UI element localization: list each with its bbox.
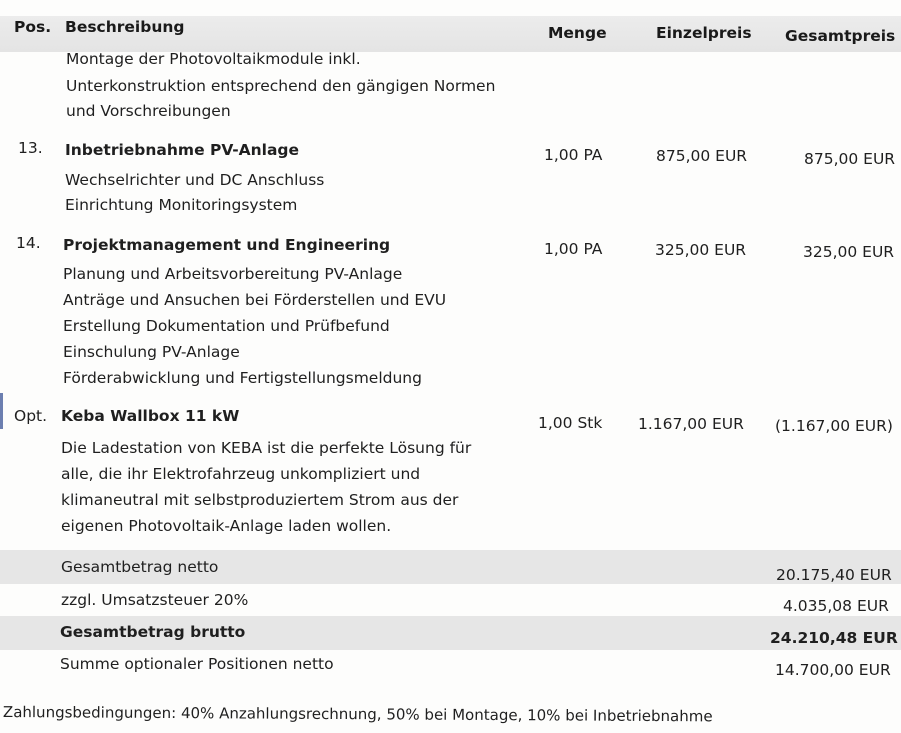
item-menge: 1,00 Stk bbox=[538, 414, 603, 432]
item-description-line: Die Ladestation von KEBA ist die perfekte Lösung für bbox=[61, 439, 472, 457]
brutto-value: 24.210,48 EUR bbox=[770, 629, 898, 647]
continued-description-line: Montage der Photovoltaikmodule inkl. bbox=[66, 50, 361, 68]
item-title: Keba Wallbox 11 kW bbox=[61, 407, 240, 425]
item-gesamtpreis: 325,00 EUR bbox=[803, 243, 895, 261]
item-description-line: Planung und Arbeitsvorbereitung PV-Anlage bbox=[63, 265, 403, 283]
brutto-label: Gesamtbetrag brutto bbox=[60, 623, 246, 641]
margin-marker bbox=[0, 393, 3, 429]
item-title: Projektmanagement und Engineering bbox=[63, 236, 391, 254]
item-einzelpreis: 325,00 EUR bbox=[655, 241, 747, 259]
optional-value: 14.700,00 EUR bbox=[775, 661, 891, 679]
header-gesamtpreis: Gesamtpreis bbox=[785, 27, 896, 45]
item-menge: 1,00 PA bbox=[544, 146, 603, 164]
header-menge: Menge bbox=[548, 24, 607, 42]
item-description-line: klimaneutral mit selbstproduziertem Strom aus der bbox=[61, 491, 459, 509]
item-description-line: eigenen Photovoltaik-Anlage laden wollen. bbox=[61, 517, 392, 535]
item-description-line: Einschulung PV-Anlage bbox=[63, 343, 240, 361]
continued-description-line: Unterkonstruktion entsprechend den gängigen Normen bbox=[66, 77, 496, 95]
item-description-line: Anträge und Ansuchen bei Förderstellen und EVU bbox=[63, 291, 447, 309]
item-gesamtpreis: 875,00 EUR bbox=[804, 150, 896, 168]
item-pos: 14. bbox=[16, 234, 41, 252]
item-description-line: alle, die ihr Elektrofahrzeug unkompliziert und bbox=[61, 465, 421, 483]
item-pos: Opt. bbox=[14, 407, 48, 425]
continued-description-line: und Vorschreibungen bbox=[66, 102, 231, 120]
header-beschreibung: Beschreibung bbox=[65, 18, 185, 36]
header-einzelpreis: Einzelpreis bbox=[656, 24, 752, 42]
payment-terms: Zahlungsbedingungen: 40% Anzahlungsrechnung, 50% bei Montage, 10% bei Inbetriebnahme bbox=[2, 703, 713, 726]
item-einzelpreis: 1.167,00 EUR bbox=[638, 415, 744, 433]
optional-label: Summe optionaler Positionen netto bbox=[60, 655, 334, 673]
item-description-line: Einrichtung Monitoringsystem bbox=[65, 196, 298, 214]
item-pos: 13. bbox=[18, 139, 43, 157]
item-description-line: Wechselrichter und DC Anschluss bbox=[65, 171, 325, 189]
item-description-line: Förderabwicklung und Fertigstellungsmeldung bbox=[63, 369, 422, 387]
header-pos: Pos. bbox=[14, 18, 52, 36]
netto-value: 20.175,40 EUR bbox=[776, 566, 892, 584]
item-title: Inbetriebnahme PV-Anlage bbox=[65, 141, 300, 159]
ust-value: 4.035,08 EUR bbox=[783, 597, 889, 615]
item-gesamtpreis: (1.167,00 EUR) bbox=[775, 417, 893, 435]
ust-label: zzgl. Umsatzsteuer 20% bbox=[61, 591, 249, 609]
netto-label: Gesamtbetrag netto bbox=[61, 558, 219, 576]
item-menge: 1,00 PA bbox=[544, 240, 603, 258]
item-description-line: Erstellung Dokumentation und Prüfbefund bbox=[63, 317, 390, 335]
item-einzelpreis: 875,00 EUR bbox=[656, 147, 748, 165]
